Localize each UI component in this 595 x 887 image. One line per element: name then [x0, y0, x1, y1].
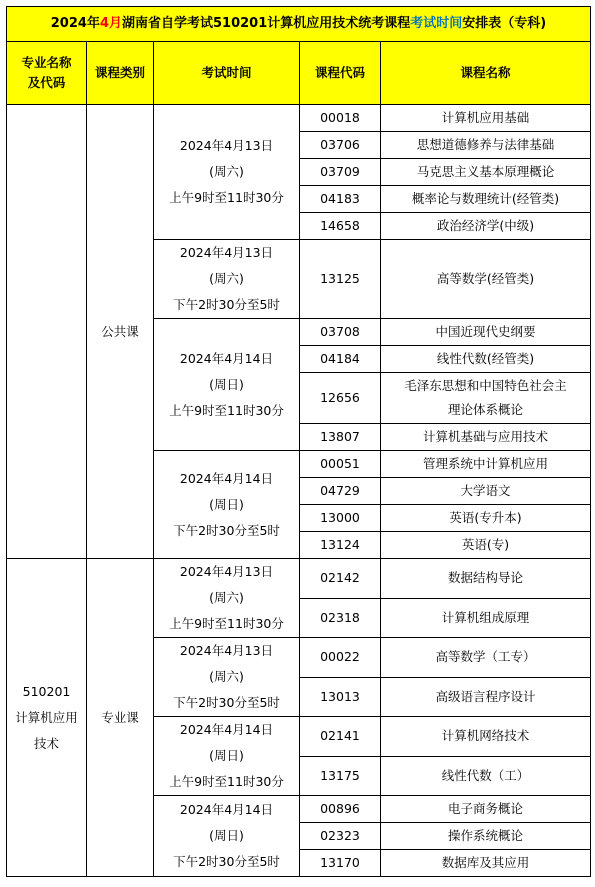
title-month: 4月	[99, 16, 122, 31]
header-exam-time: 考试时间	[154, 42, 300, 105]
exam-date: 2024年4月13日	[179, 564, 274, 579]
course-name-cell: 数据结构导论	[381, 559, 591, 599]
title-prefix: 2024年	[50, 16, 100, 31]
course-code-cell: 13000	[300, 505, 381, 532]
exam-time-range: 上午9时至11时30分	[169, 616, 284, 631]
table-row	[7, 105, 591, 132]
exam-time-cell	[154, 796, 300, 877]
exam-time-cell	[154, 105, 300, 240]
course-code-cell: 13175	[300, 756, 381, 796]
title-highlight: 考试时间	[410, 16, 463, 31]
course-code-cell: 00896	[300, 796, 381, 823]
title-suffix: 安排表（专科)	[462, 16, 547, 31]
course-code-cell: 04729	[300, 478, 381, 505]
course-code-cell: 03709	[300, 159, 381, 186]
exam-time-cell	[154, 638, 300, 717]
table-title	[7, 7, 591, 42]
exam-time-cell	[154, 559, 300, 638]
course-name-cell: 计算机基础与应用技术	[381, 424, 591, 451]
header-category: 课程类别	[87, 42, 154, 105]
course-name-cell: 计算机网络技术	[381, 717, 591, 757]
course-code-cell: 04184	[300, 346, 381, 373]
course-name-cell: 线性代数（工）	[381, 756, 591, 796]
course-code-cell: 00022	[300, 638, 381, 678]
exam-time-range: 上午9时至11时30分	[169, 190, 284, 205]
category-cell: 公共课	[87, 105, 154, 559]
course-code-cell: 13124	[300, 532, 381, 559]
header-row	[7, 42, 591, 105]
course-code-cell: 12656	[300, 373, 381, 424]
exam-weekday: (周日)	[209, 828, 244, 843]
course-name-cell: 政治经济学(中级)	[381, 213, 591, 240]
exam-schedule-table	[6, 6, 591, 877]
exam-time-cell	[154, 717, 300, 796]
course-code-cell: 14658	[300, 213, 381, 240]
course-name-cell: 高等数学(经管类)	[381, 240, 591, 319]
exam-weekday: (周日)	[209, 376, 244, 392]
major-cell	[7, 105, 87, 559]
course-name-cell: 管理系统中计算机应用	[381, 451, 591, 478]
exam-time-range: 下午2时30分至5时	[173, 854, 280, 869]
course-name-cell: 高级语言程序设计	[381, 677, 591, 717]
course-name-cell: 思想道德修养与法律基础	[381, 132, 591, 159]
exam-time-range: 下午2时30分至5时	[173, 297, 280, 312]
header-course-name: 课程名称	[381, 42, 591, 105]
category-cell: 专业课	[87, 559, 154, 877]
table-row	[7, 559, 591, 599]
course-name-cell: 马克思主义基本原理概论	[381, 159, 591, 186]
exam-date: 2024年4月14日	[179, 470, 274, 486]
title-middle: 湖南省自学考试510201计算机应用技术统考课程	[122, 16, 411, 31]
exam-weekday: (周六)	[209, 164, 244, 179]
exam-date: 2024年4月13日	[179, 245, 274, 260]
course-code-cell: 02318	[300, 598, 381, 638]
course-code-cell: 13013	[300, 677, 381, 717]
course-name-cell: 英语(专升本)	[381, 505, 591, 532]
exam-time-range: 上午9时至11时30分	[169, 774, 284, 789]
major-major-line1: 510201	[22, 683, 71, 699]
exam-date: 2024年4月14日	[179, 722, 274, 737]
course-name-cell: 计算机组成原理	[381, 598, 591, 638]
course-code-cell: 02141	[300, 717, 381, 757]
header-major: 专业名称 及代码	[7, 42, 87, 105]
exam-weekday: (周六)	[209, 271, 244, 286]
course-name-cell: 高等数学（工专）	[381, 638, 591, 678]
exam-time-cell	[154, 319, 300, 451]
course-name-cell: 大学语文	[381, 478, 591, 505]
exam-time-cell	[154, 240, 300, 319]
exam-date: 2024年4月14日	[179, 350, 274, 366]
course-code-cell: 00051	[300, 451, 381, 478]
course-name-cell: 中国近现代史纲要	[381, 319, 591, 346]
course-name-line: 理论体系概论	[448, 402, 524, 417]
course-name-cell: 电子商务概论	[381, 796, 591, 823]
course-name-cell: 计算机应用基础	[381, 105, 591, 132]
course-code-cell: 03706	[300, 132, 381, 159]
course-name-cell: 数据库及其应用	[381, 850, 591, 877]
exam-time-range: 上午9时至11时30分	[169, 402, 284, 418]
exam-weekday: (周日)	[209, 496, 244, 512]
course-code-cell: 13807	[300, 424, 381, 451]
course-name-cell: 英语(专)	[381, 532, 591, 559]
exam-time-range: 下午2时30分至5时	[173, 695, 280, 710]
exam-weekday: (周日)	[209, 748, 244, 763]
course-code-cell: 00018	[300, 105, 381, 132]
exam-time-range: 下午2时30分至5时	[173, 522, 280, 538]
exam-date: 2024年4月13日	[179, 643, 274, 658]
major-cell	[7, 559, 87, 877]
exam-time-cell	[154, 451, 300, 559]
course-name-cell	[381, 373, 591, 424]
course-code-cell: 13170	[300, 850, 381, 877]
course-code-cell: 02323	[300, 823, 381, 850]
exam-date: 2024年4月14日	[179, 802, 274, 817]
course-code-cell: 13125	[300, 240, 381, 319]
course-name-cell: 线性代数(经管类)	[381, 346, 591, 373]
course-code-cell: 03708	[300, 319, 381, 346]
course-code-cell: 04183	[300, 186, 381, 213]
header-course-code: 课程代码	[300, 42, 381, 105]
major-major-line2: 计算机应用	[15, 709, 78, 725]
exam-weekday: (周六)	[209, 590, 244, 605]
exam-date: 2024年4月13日	[179, 138, 274, 153]
exam-weekday: (周六)	[209, 669, 244, 684]
course-name-cell: 操作系统概论	[381, 823, 591, 850]
major-major-line3: 技术	[33, 735, 59, 751]
course-name-line: 毛泽东思想和中国特色社会主	[404, 378, 567, 393]
course-name-cell: 概率论与数理统计(经管类)	[381, 186, 591, 213]
course-code-cell: 02142	[300, 559, 381, 599]
